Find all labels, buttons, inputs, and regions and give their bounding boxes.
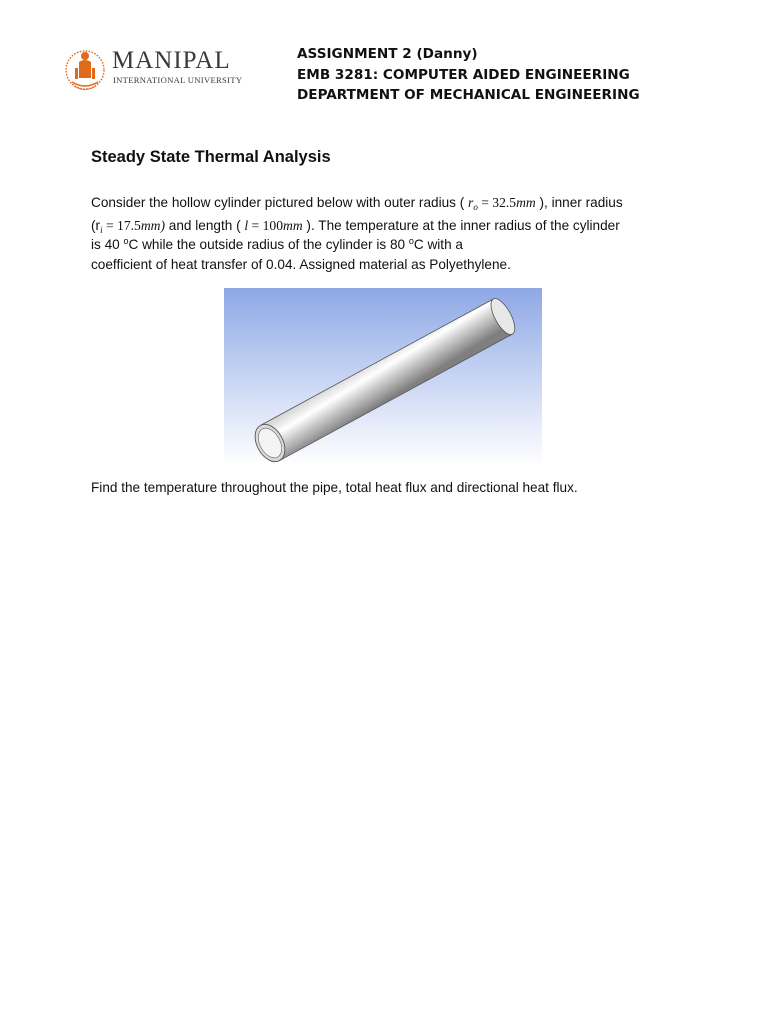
paragraph-line-1 bbox=[91, 195, 623, 211]
paragraph-line-4: coefficient of heat transfer of 0.04. Assigned material as Polyethylene. bbox=[91, 257, 511, 272]
course-title: EMB 3281: COMPUTER AIDED ENGINEERING bbox=[297, 66, 630, 83]
text-span: Consider the hollow cylinder pictured below with outer radius ( bbox=[91, 195, 469, 210]
ri-value: = 17.5 bbox=[102, 218, 141, 233]
outer-radius-math bbox=[468, 195, 536, 210]
text-span: C with a bbox=[413, 237, 463, 252]
section-title: Steady State Thermal Analysis bbox=[91, 148, 331, 166]
text-span: C while the outside radius of the cylinder is 80 bbox=[128, 237, 409, 252]
degree-mark: o bbox=[123, 236, 129, 246]
ro-symbol: r bbox=[468, 195, 474, 210]
assignment-title: ASSIGNMENT 2 (Danny) bbox=[297, 46, 478, 62]
inner-radius-math bbox=[103, 218, 165, 233]
text-span: is 40 bbox=[91, 237, 124, 252]
text-span: ), inner radius bbox=[535, 195, 623, 210]
cylinder-figure bbox=[224, 288, 542, 465]
hollow-cylinder-image bbox=[224, 288, 542, 465]
text-span: (r bbox=[91, 218, 101, 233]
ri-subscript: i bbox=[100, 225, 103, 235]
ro-subscript: o bbox=[473, 202, 478, 212]
l-unit: mm bbox=[283, 218, 303, 233]
paragraph-line-2 bbox=[91, 218, 620, 234]
logo-subtitle: INTERNATIONAL UNIVERSITY bbox=[113, 75, 243, 85]
university-logo bbox=[64, 44, 254, 96]
ri-unit: mm) bbox=[140, 218, 166, 233]
paragraph-line-3 bbox=[91, 237, 463, 252]
ro-value: = 32.5 bbox=[477, 195, 517, 210]
manipal-emblem-icon bbox=[64, 44, 106, 96]
text-span: and length ( bbox=[165, 218, 245, 233]
department-title: DEPARTMENT OF MECHANICAL ENGINEERING bbox=[297, 87, 640, 103]
ro-unit: mm bbox=[516, 195, 536, 210]
length-math bbox=[244, 218, 302, 233]
logo-title: MANIPAL bbox=[112, 47, 231, 74]
l-symbol: l bbox=[244, 218, 249, 233]
document-header bbox=[297, 44, 640, 106]
question-paragraph: Find the temperature throughout the pipe, total heat flux and directional heat flux. bbox=[91, 480, 578, 495]
degree-mark: o bbox=[408, 236, 414, 246]
text-span: ). The temperature at the inner radius of the cylinder bbox=[302, 218, 620, 233]
l-value: = 100 bbox=[248, 218, 284, 233]
